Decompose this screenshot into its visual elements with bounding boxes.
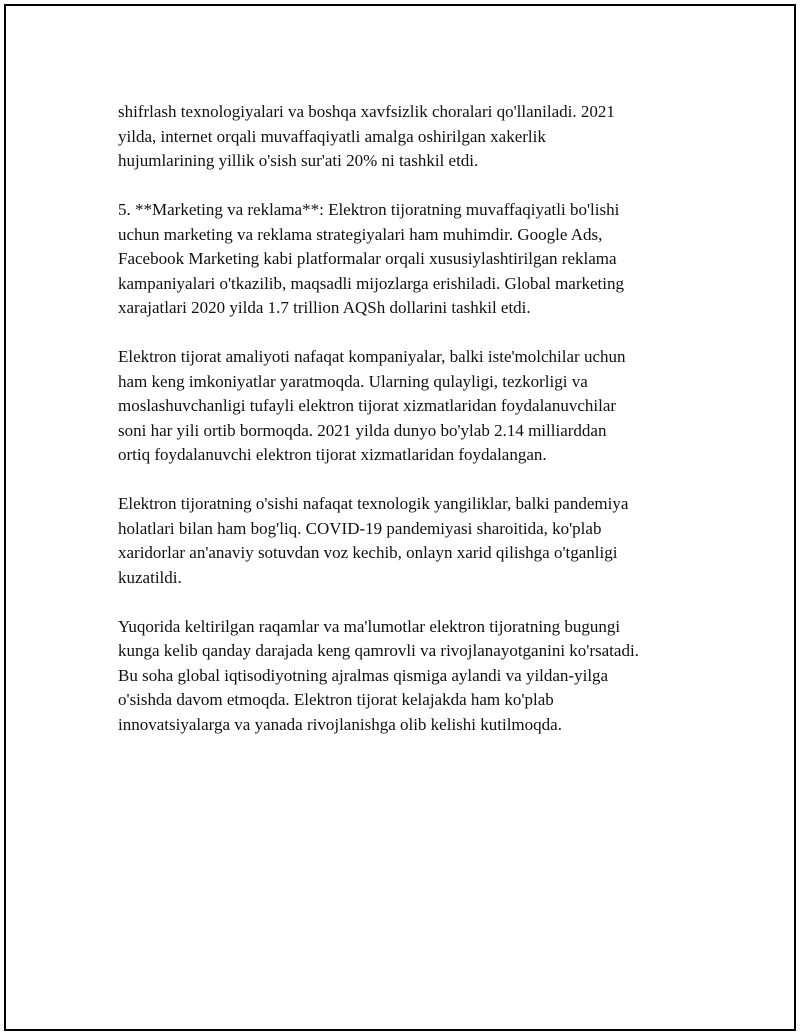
text-line: xaridorlar an'anaviy sotuvdan voz kechib, onlayn xarid qilishga o'tganligi: [118, 543, 618, 562]
document-body: [118, 100, 708, 762]
text-line: kuzatildi.: [118, 567, 182, 587]
text-line: o'sishda davom etmoqda. Elektron tijorat kelajakda ham ko'plab: [118, 690, 554, 709]
paragraph-security: [118, 100, 708, 174]
text-line: moslashuvchanligi tufayli elektron tijorat xizmatlaridan foydalanuvchilar: [118, 396, 617, 415]
text-line: Bu soha global iqtisodiyotning ajralmas qismiga aylandi va yildan-yilga: [118, 665, 609, 685]
text-line: hujumlarining yillik o'sish sur'ati 20% ni tashkil etdi.: [118, 151, 479, 170]
paragraph-pandemic: [118, 492, 708, 590]
text-line: ham keng imkoniyatlar yaratmoqda. Ularning qulayligi, tezkorligi va: [118, 371, 588, 391]
text-line: ortiq foydalanuvchi elektron tijorat xizmatlaridan foydalangan.: [118, 445, 547, 464]
text-line: kunga kelib qanday darajada keng qamrovli va rivojlanayotganini ko'rsatadi.: [118, 641, 639, 660]
text-line: shifrlash texnologiyalari va boshqa xavfsizlik choralari qo'llaniladi. 2021: [118, 102, 615, 121]
document-page: [4, 4, 796, 1031]
text-line: soni har yili ortib bormoqda. 2021 yilda dunyo bo'ylab 2.14 milliarddan: [118, 420, 607, 440]
text-line: xarajatlari 2020 yilda 1.7 trillion AQSh dollarini tashkil etdi.: [118, 298, 531, 317]
paragraph-consumers: [118, 345, 708, 468]
text-line: Elektron tijoratning o'sishi nafaqat texnologik yangiliklar, balki pandemiya: [118, 494, 629, 513]
paragraph-conclusion: [118, 615, 708, 738]
text-line: 5. **Marketing va reklama**: Elektron tijoratning muvaffaqiyatli bo'lishi: [118, 200, 620, 219]
text-line: holatlari bilan ham bog'liq. COVID-19 pandemiyasi sharoitida, ko'plab: [118, 518, 602, 538]
paragraph-marketing: [118, 198, 708, 321]
text-line: yilda, internet orqali muvaffaqiyatli amalga oshirilgan xakerlik: [118, 126, 546, 146]
text-line: uchun marketing va reklama strategiyalari ham muhimdir. Google Ads,: [118, 224, 603, 244]
text-line: Yuqorida keltirilgan raqamlar va ma'lumotlar elektron tijoratning bugungi: [118, 616, 621, 636]
text-line: innovatsiyalarga va yanada rivojlanishga olib kelishi kutilmoqda.: [118, 714, 562, 734]
text-line: Elektron tijorat amaliyoti nafaqat kompaniyalar, balki iste'molchilar uchun: [118, 347, 626, 366]
text-line: kampaniyalari o'tkazilib, maqsadli mijozlarga erishiladi. Global marketing: [118, 273, 624, 293]
text-line: Facebook Marketing kabi platformalar orqali xususiylashtirilgan reklama: [118, 249, 617, 268]
